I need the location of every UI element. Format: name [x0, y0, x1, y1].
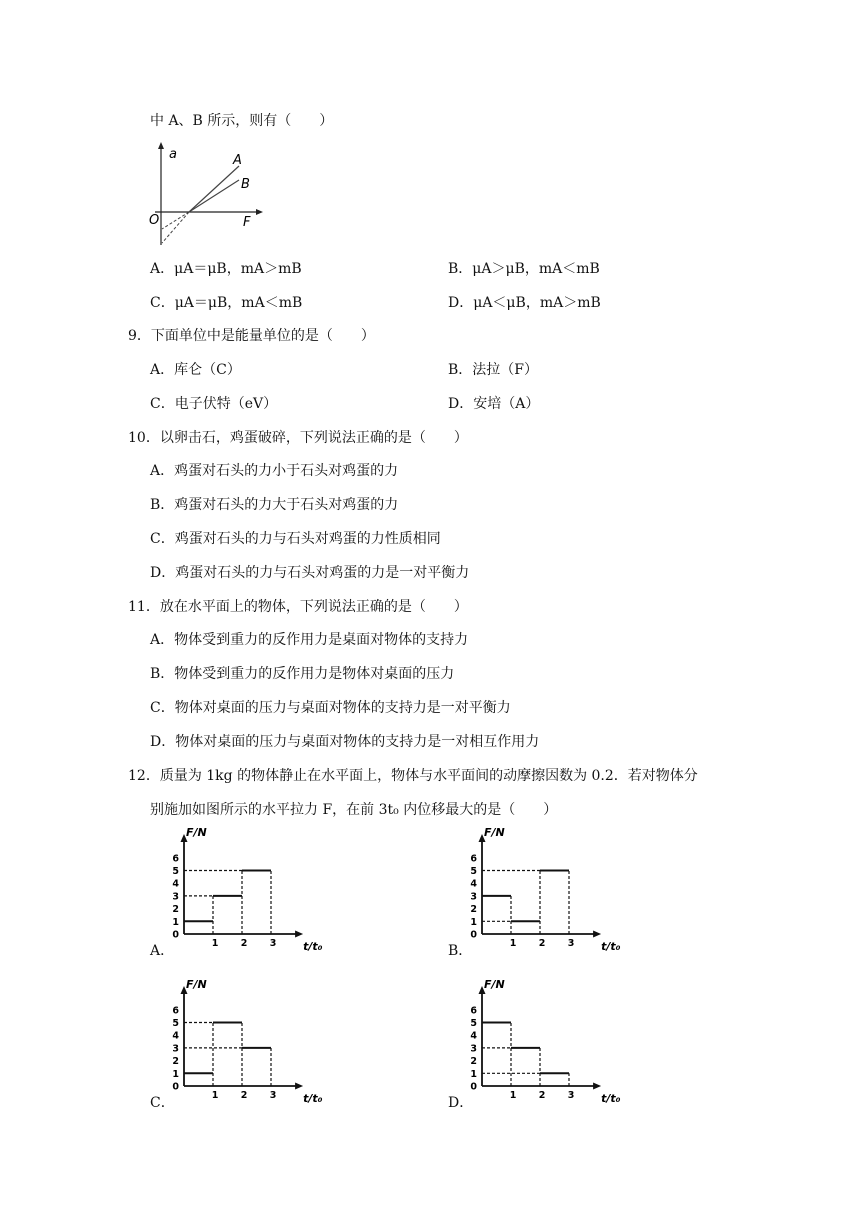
- y-tick-label-6: 6: [172, 853, 179, 865]
- y-tick-label-0: 0: [470, 1081, 477, 1093]
- q8-y-label: a: [169, 147, 177, 162]
- q12-option-a-label[interactable]: A．: [150, 943, 175, 959]
- y-tick-label-0: 0: [172, 929, 179, 941]
- q8-graph: [145, 140, 275, 250]
- q9-stem: 9．下面单位中是能量单位的是（ ）: [128, 328, 375, 344]
- q10-option-d[interactable]: D．鸡蛋对石头的力与石头对鸡蛋的力是一对平衡力: [150, 565, 470, 581]
- y-tick-label-1: 1: [470, 1068, 477, 1080]
- y-tick-label-0: 0: [470, 929, 477, 941]
- y-tick-label-6: 6: [470, 1005, 477, 1017]
- q8-option-a[interactable]: A．μA＝μB，mA＞mB: [150, 261, 302, 277]
- y-tick-label-1: 1: [172, 916, 179, 928]
- x-axis-title: t/t₀: [601, 1092, 621, 1105]
- x-tick-label-2: 2: [240, 938, 248, 949]
- y-tick-label-2: 2: [470, 904, 477, 916]
- y-axis-title: F/N: [484, 978, 505, 992]
- y-tick-label-1: 1: [172, 1068, 179, 1080]
- q11-option-c[interactable]: C．物体对桌面的压力与桌面对物体的支持力是一对平衡力: [150, 700, 511, 716]
- q8-line-a-label: A: [233, 153, 242, 168]
- y-tick-label-4: 4: [172, 1030, 179, 1042]
- y-tick-label-4: 4: [470, 878, 477, 890]
- x-axis-title: t/t₀: [303, 1092, 323, 1105]
- x-tick-label-3: 3: [269, 938, 277, 949]
- q8-x-label: F: [243, 215, 251, 230]
- q10-option-b[interactable]: B．鸡蛋对石头的力大于石头对鸡蛋的力: [150, 497, 399, 513]
- y-tick-label-2: 2: [172, 904, 179, 916]
- x-tick-label-1: 1: [509, 1090, 517, 1101]
- q8-stem-tail: 中 A、B 所示，则有（ ）: [150, 113, 334, 129]
- y-axis-title: F/N: [484, 826, 505, 840]
- y-tick-label-4: 4: [470, 1030, 477, 1042]
- q8-origin-label: O: [149, 213, 160, 228]
- q8-option-d[interactable]: D．μA＜μB，mA＞mB: [448, 295, 601, 311]
- q11-option-b[interactable]: B．物体受到重力的反作用力是物体对桌面的压力: [150, 666, 455, 682]
- x-axis-title: t/t₀: [601, 940, 621, 953]
- q12-option-d-label[interactable]: D．: [448, 1095, 474, 1111]
- q9-option-d[interactable]: D．安培（A）: [448, 396, 540, 412]
- y-tick-label-3: 3: [172, 1043, 179, 1055]
- x-tick-label-2: 2: [538, 938, 546, 949]
- q8-y-arrow: [158, 142, 164, 149]
- q12-option-c-label[interactable]: C．: [150, 1095, 175, 1111]
- q12-graph-c[interactable]: [166, 978, 341, 1108]
- q10-option-a[interactable]: A．鸡蛋对石头的力小于石头对鸡蛋的力: [150, 463, 399, 479]
- q12-option-b-label[interactable]: B．: [448, 943, 473, 959]
- q12-graph-b[interactable]: [464, 826, 639, 956]
- q8-line-b: [189, 180, 239, 212]
- q8-option-c[interactable]: C．μA＝μB，mA＜mB: [150, 295, 303, 311]
- q8-x-arrow: [256, 209, 263, 215]
- q12-stem-line1: 12．质量为 1kg 的物体静止在水平面上，物体与水平面间的动摩擦因数为 0.2．若对物体分: [128, 768, 698, 784]
- x-tick-label-3: 3: [567, 938, 575, 949]
- y-tick-label-5: 5: [172, 866, 179, 877]
- y-tick-label-3: 3: [470, 891, 477, 903]
- q8-option-b[interactable]: B．μA＞μB，mA＜mB: [448, 261, 600, 277]
- q10-option-c[interactable]: C．鸡蛋对石头的力与石头对鸡蛋的力性质相同: [150, 531, 441, 547]
- x-tick-label-3: 3: [269, 1090, 277, 1101]
- q11-option-d[interactable]: D．物体对桌面的压力与桌面对物体的支持力是一对相互作用力: [150, 734, 540, 750]
- y-tick-label-5: 5: [470, 866, 477, 877]
- q8-line-a: [189, 166, 239, 212]
- y-tick-label-0: 0: [172, 1081, 179, 1093]
- q9-option-b[interactable]: B．法拉（F）: [448, 362, 539, 378]
- y-tick-label-6: 6: [470, 853, 477, 865]
- y-tick-label-5: 5: [172, 1018, 179, 1029]
- q11-option-a[interactable]: A．物体受到重力的反作用力是桌面对物体的支持力: [150, 632, 469, 648]
- x-tick-label-2: 2: [240, 1090, 248, 1101]
- y-tick-label-3: 3: [470, 1043, 477, 1055]
- x-tick-label-1: 1: [509, 938, 517, 949]
- y-tick-label-2: 2: [172, 1056, 179, 1068]
- q8-line-b-ext: [162, 212, 189, 229]
- y-tick-label-1: 1: [470, 916, 477, 928]
- x-tick-label-2: 2: [538, 1090, 546, 1101]
- y-axis-title: F/N: [186, 978, 207, 992]
- y-tick-label-2: 2: [470, 1056, 477, 1068]
- x-axis-title: t/t₀: [303, 940, 323, 953]
- q8-line-a-ext: [162, 212, 189, 243]
- q9-option-a[interactable]: A．库仑（C）: [150, 362, 241, 378]
- y-tick-label-6: 6: [172, 1005, 179, 1017]
- x-tick-label-1: 1: [211, 938, 219, 949]
- x-tick-label-1: 1: [211, 1090, 219, 1101]
- x-axis-arrow: [295, 931, 303, 938]
- y-tick-label-4: 4: [172, 878, 179, 890]
- q11-stem: 11．放在水平面上的物体，下列说法正确的是（ ）: [128, 599, 468, 615]
- x-axis-arrow: [593, 931, 601, 938]
- x-axis-arrow: [295, 1083, 303, 1090]
- q10-stem: 10．以卵击石，鸡蛋破碎，下列说法正确的是（ ）: [128, 430, 468, 446]
- y-tick-label-5: 5: [470, 1018, 477, 1029]
- q8-line-b-label: B: [241, 177, 250, 192]
- q12-stem-line2: 别施加如图所示的水平拉力 F，在前 3t₀ 内位移最大的是（ ）: [150, 802, 558, 818]
- q12-graph-a[interactable]: [166, 826, 341, 956]
- y-tick-label-3: 3: [172, 891, 179, 903]
- x-tick-label-3: 3: [567, 1090, 575, 1101]
- x-axis-arrow: [593, 1083, 601, 1090]
- q9-option-c[interactable]: C．电子伏特（eV）: [150, 396, 278, 412]
- y-axis-title: F/N: [186, 826, 207, 840]
- q12-graph-d[interactable]: [464, 978, 639, 1108]
